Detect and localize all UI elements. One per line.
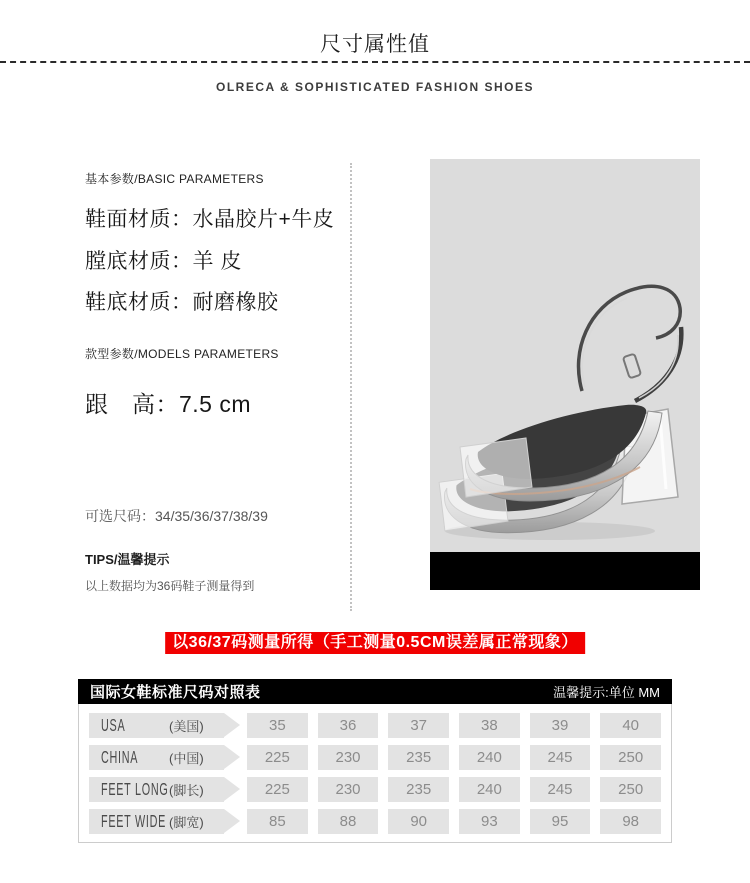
row-label-en: FEET WIDE	[101, 811, 167, 832]
row-cells	[247, 809, 661, 834]
lining-material-text: 膛底材质：羊 皮	[85, 250, 242, 273]
size-cell: 98	[600, 809, 661, 834]
size-chart-header	[78, 679, 672, 704]
heel-height-text: 跟 高：7.5 cm	[85, 391, 252, 417]
size-cell: 250	[600, 745, 661, 770]
photo-black-strip	[430, 552, 700, 590]
row-label-usa	[89, 713, 224, 738]
size-cell: 40	[600, 713, 661, 738]
size-chart-title: 国际女鞋标准尺码对照表	[90, 684, 261, 701]
row-label-en: USA	[101, 715, 126, 736]
size-cell: 90	[388, 809, 449, 834]
size-cell: 230	[318, 777, 379, 802]
table-row	[89, 809, 661, 834]
size-cell: 225	[247, 745, 308, 770]
tips-header: TIPS/温馨提示	[85, 552, 170, 567]
row-label-cn: (脚宽)	[169, 815, 204, 830]
row-label-en: CHINA	[101, 747, 139, 768]
product-photo	[430, 159, 700, 590]
size-cell: 245	[530, 745, 591, 770]
row-cells	[247, 713, 661, 738]
measurement-notice-banner: 以36/37码测量所得（手工测量0.5CM误差属正常现象）	[165, 632, 585, 654]
size-cell: 240	[459, 777, 520, 802]
row-cells	[247, 777, 661, 802]
size-cell: 235	[388, 777, 449, 802]
dotted-vertical-divider	[350, 163, 352, 611]
table-row	[89, 713, 661, 738]
models-parameters-header: 款型参数/MODELS PARAMETERS	[85, 347, 279, 361]
dashed-divider	[0, 61, 750, 63]
row-label-china	[89, 745, 224, 770]
shoe-illustration	[430, 159, 700, 590]
size-cell: 38	[459, 713, 520, 738]
table-row	[89, 745, 661, 770]
size-cell: 95	[530, 809, 591, 834]
sole-material-text: 鞋底材质：耐磨橡胶	[85, 291, 279, 314]
size-cell: 85	[247, 809, 308, 834]
row-label-en: FEET LONG	[101, 779, 169, 800]
size-cell: 230	[318, 745, 379, 770]
upper-material-text: 鞋面材质：水晶胶片+牛皮	[85, 208, 335, 231]
row-cells	[247, 745, 661, 770]
row-label-cn: (美国)	[169, 719, 204, 734]
row-label-feet-long	[89, 777, 224, 802]
table-row	[89, 777, 661, 802]
size-cell: 240	[459, 745, 520, 770]
brand-tagline: OLRECA & SOPHISTICATED FASHION SHOES	[215, 80, 535, 94]
size-cell: 225	[247, 777, 308, 802]
size-cell: 39	[530, 713, 591, 738]
size-cell: 250	[600, 777, 661, 802]
size-cell: 245	[530, 777, 591, 802]
size-cell: 93	[459, 809, 520, 834]
size-cell: 37	[388, 713, 449, 738]
size-cell: 235	[388, 745, 449, 770]
row-label-cn: (脚长)	[169, 783, 204, 798]
size-cell: 35	[247, 713, 308, 738]
page-title: 尺寸属性值	[320, 33, 430, 56]
basic-parameters-header: 基本参数/BASIC PARAMETERS	[85, 172, 264, 186]
size-chart-body	[78, 704, 672, 843]
size-chart-unit-note: 温馨提示:单位 MM	[553, 685, 660, 700]
row-label-feet-wide	[89, 809, 224, 834]
tips-note-text: 以上数据均为36码鞋子测量得到	[85, 579, 255, 593]
row-label-cn: (中国)	[169, 751, 204, 766]
size-cell: 88	[318, 809, 379, 834]
size-cell: 36	[318, 713, 379, 738]
size-chart	[78, 679, 672, 843]
available-sizes-text: 可选尺码：34/35/36/37/38/39	[85, 508, 268, 524]
